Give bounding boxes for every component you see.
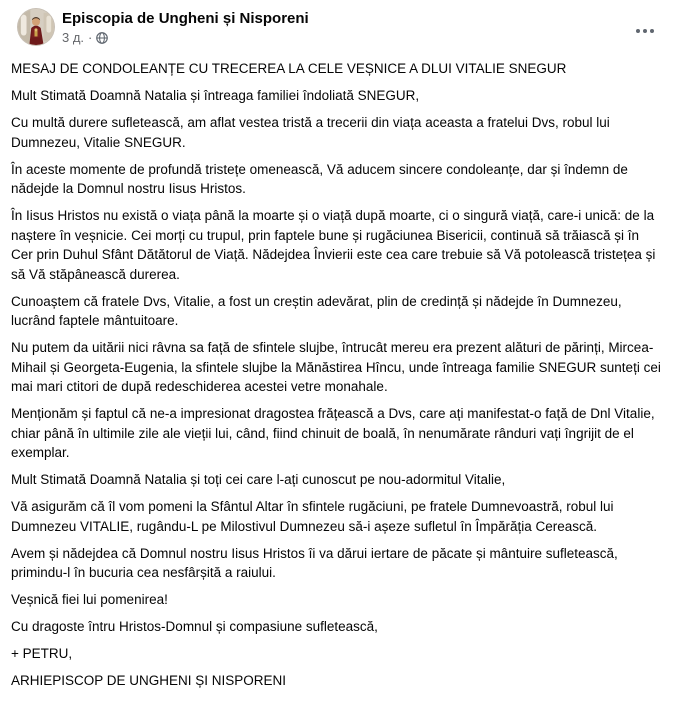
post-meta [62, 8, 309, 46]
post-content [0, 46, 676, 691]
post-paragraph: În Iisus Hristos nu există o viața până la moarte și o viață după moarte, ci o singură viață, care-i unică: de la naștere în veșnicie. Cei morți cu trupul, prin faptele bune și rugăciunea Bisericii, continuă să trăiască și în Cer prin Duhul Sfânt Dătătorul de Viață. Nădejdea Învierii este cea care trebuie să Vă potolească tristețea și să Vă stăpânească durerea. [11, 208, 656, 282]
globe-icon [96, 32, 108, 44]
post-paragraph: Cu dragoste întru Hristos-Domnul și compasiune sufletească, [11, 619, 378, 634]
more-options-icon [643, 29, 647, 33]
page-avatar[interactable] [17, 8, 55, 46]
post-paragraph: Mult Stimată Doamnă Natalia și toți cei care l-ați cunoscut pe nou-adormitul Vitalie, [11, 472, 506, 487]
post-paragraph: Menționăm și faptul că ne-a impresionat dragostea frățească a Dvs, care ați manifestat-o față de Dnl Vitalie, chiar până în ultimile zile ale vieții lui, când, fiind chinuit de boală, în nenumărate rânduri vați îngrijit de el exemplar. [11, 406, 655, 460]
more-options-button[interactable] [628, 18, 662, 44]
separator-dot: · [88, 30, 93, 45]
post-paragraph: Cunoaștem că fratele Dvs, Vitalie, a fost un creștin adevărat, plin de credință și nădejde în Dumnezeu, lucrând faptele mântuitoare. [11, 293, 622, 328]
post-paragraph: Veșnică fiei lui pomenirea! [11, 592, 168, 607]
post-paragraph: În aceste momente de profundă tristețe omenească, Vă aducem sincere condoleanțe, dar și îndemn de nădejde la Domnul nostru Iisus Hristos. [11, 161, 628, 196]
post-paragraph: Mult Stimată Doamnă Natalia și întreaga familiei îndoliată SNEGUR, [11, 88, 420, 103]
post-timestamp[interactable]: 3 д. [62, 30, 85, 45]
post-paragraph: Cu multă durere sufletească, am aflat vestea tristă a trecerii din viața aceasta a fratelui Dvs, robul lui Dumnezeu, Vitalie SNEGUR. [11, 115, 610, 150]
post-subline [62, 30, 309, 46]
post-header [0, 0, 676, 46]
page-name-link[interactable]: Episcopia de Ungheni și Nisporeni [62, 10, 309, 27]
post-paragraph: MESAJ DE CONDOLEANȚE CU TRECEREA LA CELE VEȘNICE A DLUI VITALIE SNEGUR [11, 61, 567, 76]
bishop-avatar-image [18, 9, 54, 45]
more-options-icon [636, 29, 640, 33]
post-paragraph: ARHIEPISCOP DE UNGHENI ȘI NISPORENI [11, 673, 287, 688]
more-options-icon [650, 29, 654, 33]
post-paragraph: Nu putem da uitării nici râvna sa față de sfintele slujbe, întrucât mereu era prezent alături de părinți, Mircea-Mihail și Georgeta-Eugenia, la sfintele slujbe la Mănăstirea Hîncu, unde întreaga familie SNEGUR sunteți cei mai mari ctitori de după redeschiderea acestei vetre monahale. [11, 340, 661, 394]
post-paragraph: Avem și nădejdea că Domnul nostru Iisus Hristos îi va dărui iertare de păcate și mântuire sufletească, primindu-l în bucuria cea nesfârșită a raiului. [11, 545, 618, 580]
post-paragraph: + PETRU, [11, 646, 73, 661]
post-paragraph: Vă asigurăm că îl vom pomeni la Sfântul Altar în sfintele rugăciuni, pe fratele Dumnevoastră, robul lui Dumnezeu VITALIE, rugându-L pe Milostivul Dumnezeu să-i așeze sufletul în Împărăția Cerească. [11, 499, 614, 534]
